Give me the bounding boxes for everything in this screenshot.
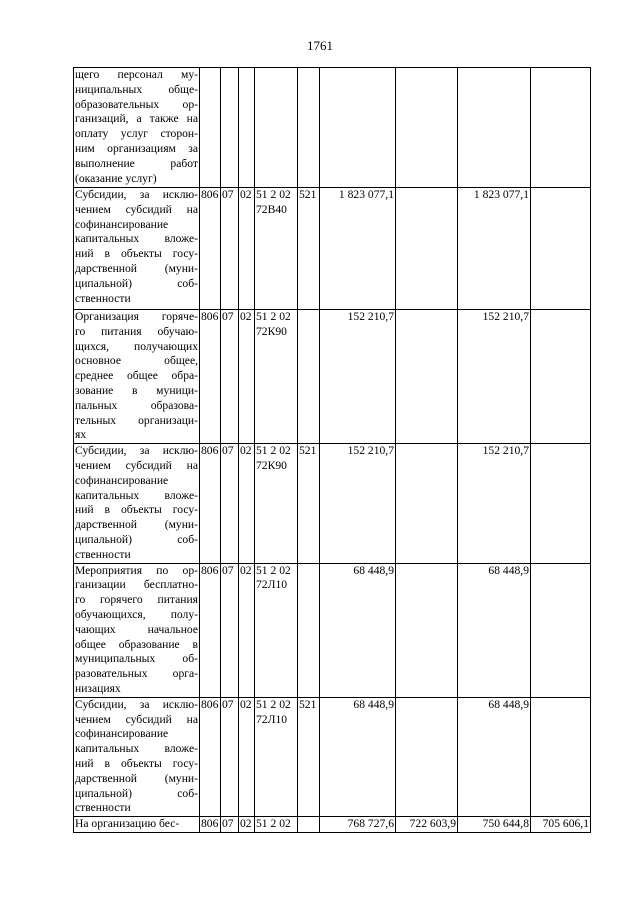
cell-section-code: 07 (221, 563, 239, 697)
cell-description (74, 697, 200, 816)
cell-section-code: 07 (221, 817, 239, 833)
cell-amount-1: 68 448,9 (320, 563, 396, 697)
cell-expense-type (298, 68, 320, 188)
description-line: разовательных орга- (75, 667, 198, 681)
cell-section-code: 07 (221, 188, 239, 310)
description-line: основное общее, (75, 354, 198, 368)
cell-amount-4 (531, 68, 591, 188)
cell-target-article: 51 2 02 (255, 817, 298, 833)
description-line: Субсидии, за исклю- (75, 188, 198, 201)
cell-description (74, 817, 200, 833)
cell-expense-type: 521 (298, 188, 320, 310)
cell-description (74, 310, 200, 444)
table-row (74, 563, 591, 697)
table-row (74, 817, 591, 833)
description-line: муниципальных об- (75, 652, 198, 666)
description-line: среднее общее обра- (75, 369, 198, 383)
cell-expense-type: 521 (298, 444, 320, 563)
description-line: ях (75, 428, 87, 442)
cell-section-code (221, 68, 239, 188)
description-line: оплату услуг сторон- (75, 127, 198, 141)
description-line: щихся, получающих (75, 339, 198, 353)
cell-amount-3: 750 644,8 (458, 817, 531, 833)
cell-expense-type: 521 (298, 697, 320, 816)
description-line: капитальных вложе- (75, 742, 198, 756)
description-line: ственности (75, 547, 131, 561)
description-line: дарственной (муни- (75, 261, 198, 275)
description-line: ний в объекты госу- (75, 756, 198, 770)
description-line: общее образование в (75, 637, 198, 651)
table-row (74, 188, 591, 310)
cell-target-article: 51 2 02 72К90 (255, 310, 298, 444)
cell-admin-code: 806 (200, 697, 221, 816)
description-line: пальных образова- (75, 398, 198, 412)
cell-amount-2 (396, 188, 458, 310)
description-line: дарственной (муни- (75, 518, 198, 532)
cell-amount-4 (531, 563, 591, 697)
cell-target-article: 51 2 02 72Л10 (255, 563, 298, 697)
description-line: Мероприятия по ор- (75, 563, 198, 577)
cell-amount-3: 1 823 077,1 (458, 188, 531, 310)
description-line: дарственной (муни- (75, 771, 198, 785)
cell-amount-4 (531, 697, 591, 816)
cell-amount-3: 152 210,7 (458, 310, 531, 444)
description-line: На организацию бес- (75, 817, 180, 831)
cell-amount-2: 722 603,9 (396, 817, 458, 833)
cell-amount-1 (320, 68, 396, 188)
cell-description (74, 563, 200, 697)
description-line: Субсидии, за исклю- (75, 697, 198, 711)
description-line: софинансирование (75, 217, 169, 231)
cell-amount-1: 152 210,7 (320, 444, 396, 563)
cell-amount-2 (396, 310, 458, 444)
description-line: низациях (75, 681, 121, 695)
cell-subsection-code: 02 (239, 310, 255, 444)
table-row (74, 444, 591, 563)
table-row (74, 310, 591, 444)
cell-admin-code: 806 (200, 310, 221, 444)
description-line: ципальной) соб- (75, 786, 198, 800)
cell-expense-type (298, 563, 320, 697)
cell-amount-3: 152 210,7 (458, 444, 531, 563)
cell-amount-1: 768 727,6 (320, 817, 396, 833)
cell-description (74, 444, 200, 563)
cell-amount-2 (396, 563, 458, 697)
description-line: ственности (75, 291, 131, 305)
cell-subsection-code: 02 (239, 817, 255, 833)
cell-subsection-code: 02 (239, 188, 255, 310)
description-line: ганизаций, а также на (75, 112, 198, 126)
cell-amount-4 (531, 188, 591, 310)
cell-section-code: 07 (221, 310, 239, 444)
table-row (74, 697, 591, 816)
description-line: выполнение работ (75, 156, 198, 170)
description-line: Организация горяче- (75, 310, 198, 323)
cell-amount-4 (531, 444, 591, 563)
cell-admin-code: 806 (200, 444, 221, 563)
cell-target-article: 51 2 02 72К90 (255, 444, 298, 563)
cell-amount-3: 68 448,9 (458, 563, 531, 697)
description-line: ний в объекты госу- (75, 503, 198, 517)
cell-amount-2 (396, 68, 458, 188)
description-line: (оказание услуг) (75, 171, 157, 185)
cell-section-code: 07 (221, 444, 239, 563)
description-line: капитальных вложе- (75, 232, 198, 246)
cell-amount-4 (531, 310, 591, 444)
description-line: ципальной) соб- (75, 532, 198, 546)
cell-expense-type (298, 817, 320, 833)
cell-amount-2 (396, 697, 458, 816)
description-line: го питания обучаю- (75, 324, 198, 338)
cell-amount-1: 152 210,7 (320, 310, 396, 444)
cell-subsection-code: 02 (239, 697, 255, 816)
description-line: ственности (75, 801, 131, 815)
budget-table (73, 67, 591, 833)
description-line: чением субсидий на (75, 712, 198, 726)
description-line: чением субсидий на (75, 202, 198, 216)
cell-amount-4: 705 606,1 (531, 817, 591, 833)
description-line: Субсидии, за исклю- (75, 444, 198, 458)
description-line: го горячего питания (75, 593, 198, 607)
description-line: обучающихся, полу- (75, 607, 198, 621)
page-number: 1761 (307, 38, 333, 53)
description-line: тельных организаци- (75, 413, 198, 427)
cell-admin-code (200, 68, 221, 188)
description-line: капитальных вложе- (75, 488, 198, 502)
description-line: ний в объекты госу- (75, 247, 198, 261)
description-line: ципальной) соб- (75, 276, 198, 290)
description-line: ним организациям за (75, 141, 198, 155)
cell-description (74, 68, 200, 188)
cell-amount-1: 68 448,9 (320, 697, 396, 816)
cell-section-code: 07 (221, 697, 239, 816)
cell-expense-type (298, 310, 320, 444)
cell-subsection-code (239, 68, 255, 188)
table-body (74, 68, 591, 833)
cell-admin-code: 806 (200, 563, 221, 697)
description-line: ниципальных обще- (75, 82, 198, 96)
description-line: чающих начальное (75, 622, 198, 636)
description-line: ганизации бесплатно- (75, 578, 198, 592)
cell-target-article: 51 2 02 72В40 (255, 188, 298, 310)
cell-admin-code: 806 (200, 188, 221, 310)
cell-admin-code: 806 (200, 817, 221, 833)
cell-subsection-code: 02 (239, 563, 255, 697)
cell-subsection-code: 02 (239, 444, 255, 563)
description-line: софинансирование (75, 727, 169, 741)
cell-amount-2 (396, 444, 458, 563)
description-line: щего персонал му- (75, 68, 198, 81)
cell-target-article: 51 2 02 72Л10 (255, 697, 298, 816)
cell-description (74, 188, 200, 310)
description-line: зование в муници- (75, 383, 198, 397)
description-line: софинансирование (75, 473, 169, 487)
description-line: образовательных ор- (75, 97, 198, 111)
description-line: чением субсидий на (75, 458, 198, 472)
table-row (74, 68, 591, 188)
cell-target-article (255, 68, 298, 188)
cell-amount-3 (458, 68, 531, 188)
cell-amount-1: 1 823 077,1 (320, 188, 396, 310)
cell-amount-3: 68 448,9 (458, 697, 531, 816)
